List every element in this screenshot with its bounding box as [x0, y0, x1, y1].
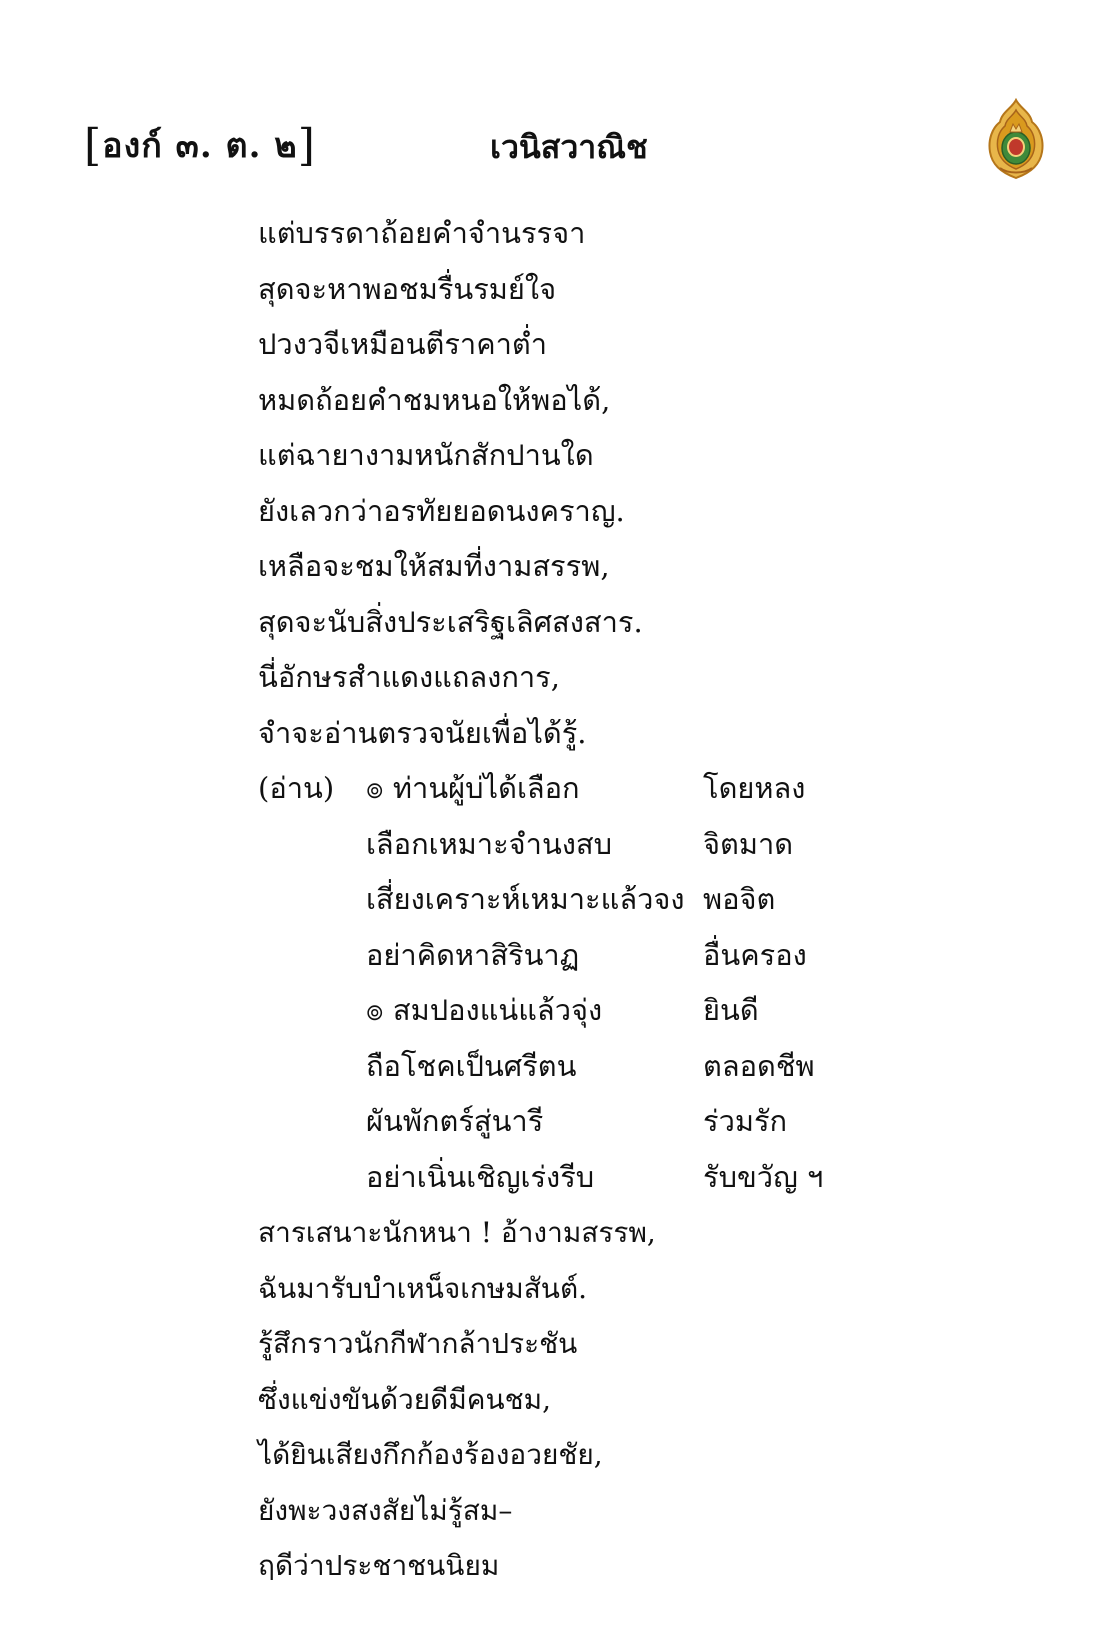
verse-second-half: ร่วมรัก [703, 1104, 788, 1138]
act-scene-label: องก์ ๓. ต. ๒ [102, 126, 298, 166]
narrative-line: จำจะอ่านตรวจนัยเพื่อได้รู้. [258, 715, 587, 750]
verse-first-half: อย่าคิดหาสิรินาฏ [366, 937, 580, 972]
reading-verse [258, 761, 1018, 817]
verse-second-half: อื่นครอง [703, 937, 807, 972]
narrative-line: ยังเลวกว่าอรทัยยอดนงคราญ. [258, 493, 625, 528]
reading-verse [258, 1039, 1018, 1095]
reading-verse [258, 1094, 1018, 1150]
closing-line: ได้ยินเสียงกึกก้องร้องอวยชัย, [258, 1438, 603, 1471]
reading-cue-spacer [258, 1039, 366, 1095]
verse-second-half: ยินดี [703, 993, 759, 1027]
verse-second-half: พอจิต [703, 882, 776, 916]
act-scene-heading [84, 118, 316, 172]
reading-cue-spacer [258, 928, 366, 984]
reading-cue-spacer [258, 1094, 366, 1150]
reading-cue-spacer [258, 872, 366, 928]
closing-line: ซึ่งแข่งขันด้วยดีมีคนชม, [258, 1382, 552, 1416]
verse-first-half: เลือกเหมาะจำนงสบ [366, 826, 613, 861]
emblem-red-center [1008, 138, 1024, 156]
narrative-line: สุดจะนับสิ่งประเสริฐเลิศสงสาร. [258, 604, 643, 639]
verse-second-half: จิตมาด [703, 826, 794, 861]
reading-cue-spacer [258, 1150, 366, 1206]
verse-second-half: ตลอดชีพ [703, 1048, 815, 1083]
reading-cue-spacer [258, 817, 366, 873]
close-bracket: ] [297, 120, 316, 171]
narrative-line: เหลือจะชมให้สมที่งามสรรพ, [258, 549, 610, 583]
reading-verse [258, 1150, 1018, 1206]
narrative-line: นี่อักษรสำแดงแถลงการ, [258, 660, 560, 694]
reading-verse [258, 983, 1018, 1039]
verse-first-half: ผันพักตร์สู่นารี [366, 1104, 544, 1138]
closing-line: ยังพะวงสงสัยไม่รู้สม– [258, 1493, 513, 1527]
reading-verse [258, 817, 1018, 873]
closing-line: รู้สึกราวนักกีฬากล้าประชัน [258, 1327, 578, 1360]
reading-verse [258, 872, 1018, 928]
reading-cue-spacer [258, 983, 366, 1039]
narrative-line: หมดถ้อยคำชมหนอให้พอได้, [258, 382, 611, 417]
reading-verse [258, 928, 1018, 984]
verse-first-half: ๏ สมปองแน่แล้วจุ่ง [366, 993, 603, 1027]
narrative-line: สุดจะหาพอชมรื่นรมย์ใจ [258, 271, 557, 306]
closing-line: สารเสนาะนักหนา ! อ้างามสรรพ, [258, 1216, 656, 1249]
verse-second-half: รับขวัญ ฯ [703, 1159, 824, 1194]
verse-first-half: ถือโชคเป็นศรีตน [366, 1048, 577, 1083]
verse-first-half: เสี่ยงเคราะห์เหมาะแล้วจง [366, 882, 685, 916]
verse-second-half: โดยหลง [703, 771, 806, 805]
verse-first-half: อย่าเนิ่นเชิญเร่งรีบ [366, 1159, 595, 1194]
narrative-line: แต่บรรดาถ้อยคำจำนรรจา [258, 216, 586, 250]
verse-body [258, 206, 1018, 1594]
closing-line: ฉันมารับบำเหน็จเกษมสันต์. [258, 1271, 588, 1305]
narrative-line: แต่ฉายางามหนักสักปานใด [258, 438, 594, 472]
closing-line: ฤดีว่าประชาชนนิยม [258, 1549, 500, 1582]
open-bracket: [ [84, 120, 103, 171]
page-title: เวนิสวาณิช [490, 128, 648, 166]
ministry-emblem-icon [986, 98, 1046, 180]
reading-cue: (อ่าน) [258, 771, 335, 805]
narrative-line: ปวงวจีเหมือนตีราคาต่ำ [258, 327, 548, 361]
verse-first-half: ๏ ท่านผู้บ่ได้เลือก [366, 771, 580, 805]
